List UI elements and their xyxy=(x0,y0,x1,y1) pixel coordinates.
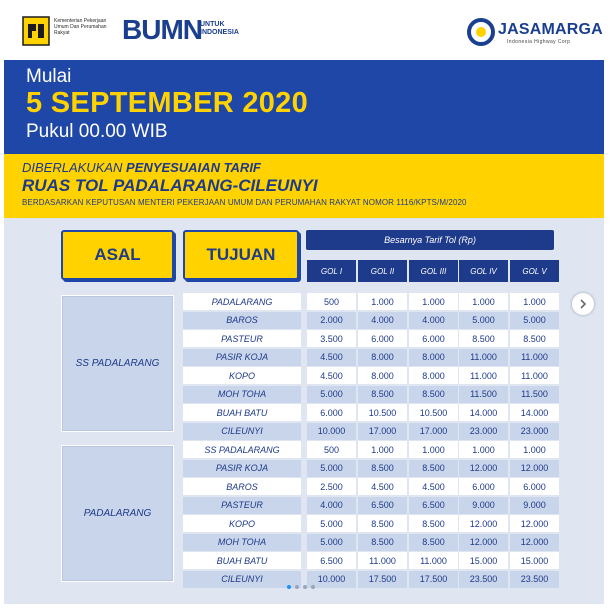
table-cell-gol-4: 1.000 xyxy=(459,293,508,310)
post-image xyxy=(4,4,604,604)
effective-time: Pukul 00.00 WIB xyxy=(26,121,168,142)
chevron-right-icon xyxy=(579,299,587,309)
jasamarga-logo-icon xyxy=(467,18,495,46)
table-cell-gol-4: 11.500 xyxy=(459,386,508,403)
table-cell-gol-5: 15.000 xyxy=(510,552,559,569)
table-cell-gol-3: 4.500 xyxy=(409,478,458,495)
table-cell-gol-2: 8.000 xyxy=(358,349,407,366)
table-cell-gol-4: 9.000 xyxy=(459,497,508,514)
table-cell-gol-3: 1.000 xyxy=(409,441,458,458)
gol-header-1: GOL I xyxy=(307,260,356,282)
table-cell-gol-2: 1.000 xyxy=(358,441,407,458)
table-cell-gol-3: 8.000 xyxy=(409,367,458,384)
table-row-destination: CILEUNYI xyxy=(183,571,301,588)
table-cell-gol-2: 8.500 xyxy=(358,386,407,403)
table-cell-gol-3: 1.000 xyxy=(409,293,458,310)
mulai-text: Mulai xyxy=(26,66,72,87)
table-cell-gol-5: 12.000 xyxy=(510,534,559,551)
table-cell-gol-2: 8.500 xyxy=(358,534,407,551)
table-cell-gol-2: 4.000 xyxy=(358,312,407,329)
table-cell-gol-4: 23.500 xyxy=(459,571,508,588)
table-cell-gol-5: 12.000 xyxy=(510,460,559,477)
table-cell-gol-4: 11.000 xyxy=(459,367,508,384)
table-cell-gol-3: 8.500 xyxy=(409,515,458,532)
table-cell-gol-1: 3.500 xyxy=(307,330,356,347)
table-cell-gol-2: 8.500 xyxy=(358,460,407,477)
gol-header-3: GOL III xyxy=(409,260,458,282)
origin-padalarang: PADALARANG xyxy=(61,445,174,582)
carousel-dot[interactable] xyxy=(303,585,307,589)
table-row-destination: MOH TOHA xyxy=(183,534,301,551)
table-row-destination: PASIR KOJA xyxy=(183,349,301,366)
bumn-sub-1: UNTUK xyxy=(200,21,225,28)
jasamarga-name: JASAMARGA xyxy=(498,21,603,38)
gol-header-2: GOL II xyxy=(358,260,407,282)
table-cell-gol-2: 6.000 xyxy=(358,330,407,347)
table-row-destination: CILEUNYI xyxy=(183,423,301,440)
table-cell-gol-2: 4.500 xyxy=(358,478,407,495)
notice-line-3: BERDASARKAN KEPUTUSAN MENTERI PEKERJAAN UMUM DAN PERUMAHAN RAKYAT NOMOR 1116/KPTS/M/2020 xyxy=(22,198,467,207)
table-cell-gol-2: 17.500 xyxy=(358,571,407,588)
table-row-destination: PASIR KOJA xyxy=(183,460,301,477)
tarif-header: Besarnya Tarif Tol (Rp) xyxy=(306,230,554,250)
table-cell-gol-2: 11.000 xyxy=(358,552,407,569)
table-cell-gol-3: 8.000 xyxy=(409,349,458,366)
jasamarga-tag: Indonesia Highway Corp xyxy=(507,39,571,45)
table-cell-gol-3: 8.500 xyxy=(409,386,458,403)
effective-date: 5 SEPTEMBER 2020 xyxy=(26,87,309,119)
table-cell-gol-2: 6.500 xyxy=(358,497,407,514)
table-row-destination: KOPO xyxy=(183,515,301,532)
table-cell-gol-5: 12.000 xyxy=(510,515,559,532)
asal-header: ASAL xyxy=(61,230,174,280)
table-cell-gol-3: 17.500 xyxy=(409,571,458,588)
gol-header-5: GOL V xyxy=(510,260,559,282)
origin-ss-padalarang: SS PADALARANG xyxy=(61,295,174,432)
table-cell-gol-2: 8.500 xyxy=(358,515,407,532)
bumn-logo xyxy=(122,14,202,46)
table-cell-gol-2: 1.000 xyxy=(358,293,407,310)
table-cell-gol-1: 6.500 xyxy=(307,552,356,569)
table-cell-gol-4: 23.000 xyxy=(459,423,508,440)
table-row-destination: BUAH BATU xyxy=(183,552,301,569)
carousel-dots xyxy=(287,585,315,589)
table-cell-gol-1: 4.000 xyxy=(307,497,356,514)
notice-bold: PENYESUAIAN TARIF xyxy=(126,160,261,175)
table-cell-gol-3: 6.000 xyxy=(409,330,458,347)
table-cell-gol-3: 8.500 xyxy=(409,534,458,551)
table-cell-gol-5: 14.000 xyxy=(510,404,559,421)
table-cell-gol-3: 17.000 xyxy=(409,423,458,440)
tujuan-header: TUJUAN xyxy=(183,230,299,280)
carousel-dot[interactable] xyxy=(287,585,291,589)
table-cell-gol-5: 11.000 xyxy=(510,349,559,366)
table-cell-gol-1: 500 xyxy=(307,441,356,458)
table-cell-gol-1: 5.000 xyxy=(307,386,356,403)
table-cell-gol-5: 1.000 xyxy=(510,293,559,310)
table-cell-gol-4: 14.000 xyxy=(459,404,508,421)
table-cell-gol-1: 5.000 xyxy=(307,534,356,551)
table-cell-gol-5: 11.500 xyxy=(510,386,559,403)
table-cell-gol-4: 8.500 xyxy=(459,330,508,347)
table-cell-gol-1: 5.000 xyxy=(307,460,356,477)
bumn-text: BUMN xyxy=(122,14,202,45)
gol-header-4: GOL IV xyxy=(459,260,508,282)
pupr-logo-icon xyxy=(22,16,50,46)
table-cell-gol-5: 23.500 xyxy=(510,571,559,588)
bumn-sub xyxy=(200,21,239,37)
table-cell-gol-3: 8.500 xyxy=(409,460,458,477)
table-row-destination: BAROS xyxy=(183,312,301,329)
table-cell-gol-4: 11.000 xyxy=(459,349,508,366)
table-cell-gol-4: 5.000 xyxy=(459,312,508,329)
carousel-dot[interactable] xyxy=(295,585,299,589)
table-cell-gol-5: 9.000 xyxy=(510,497,559,514)
table-row-destination: PADALARANG xyxy=(183,293,301,310)
table-row-destination: BUAH BATU xyxy=(183,404,301,421)
table-cell-gol-1: 10.000 xyxy=(307,571,356,588)
table-cell-gol-1: 5.000 xyxy=(307,515,356,532)
table-cell-gol-5: 5.000 xyxy=(510,312,559,329)
table-cell-gol-2: 10.500 xyxy=(358,404,407,421)
table-row-destination: PASTEUR xyxy=(183,497,301,514)
table-cell-gol-2: 8.000 xyxy=(358,367,407,384)
notice-prefix: DIBERLAKUKAN xyxy=(22,160,127,175)
table-cell-gol-1: 10.000 xyxy=(307,423,356,440)
table-cell-gol-3: 4.000 xyxy=(409,312,458,329)
next-slide-button[interactable] xyxy=(572,293,594,315)
table-cell-gol-3: 6.500 xyxy=(409,497,458,514)
table-cell-gol-1: 6.000 xyxy=(307,404,356,421)
table-row-destination: KOPO xyxy=(183,367,301,384)
logo-bar xyxy=(4,4,604,60)
table-cell-gol-4: 12.000 xyxy=(459,534,508,551)
table-row-destination: PASTEUR xyxy=(183,330,301,347)
table-cell-gol-5: 11.000 xyxy=(510,367,559,384)
notice-band xyxy=(4,154,604,218)
table-cell-gol-5: 6.000 xyxy=(510,478,559,495)
table-cell-gol-1: 2.000 xyxy=(307,312,356,329)
table-cell-gol-1: 500 xyxy=(307,293,356,310)
table-cell-gol-4: 1.000 xyxy=(459,441,508,458)
carousel-dot[interactable] xyxy=(311,585,315,589)
table-cell-gol-3: 11.000 xyxy=(409,552,458,569)
notice-line-1 xyxy=(22,160,261,175)
table-row-destination: BAROS xyxy=(183,478,301,495)
table-cell-gol-5: 8.500 xyxy=(510,330,559,347)
notice-line-2: RUAS TOL PADALARANG-CILEUNYI xyxy=(22,176,318,195)
table-cell-gol-2: 17.000 xyxy=(358,423,407,440)
table-cell-gol-5: 1.000 xyxy=(510,441,559,458)
table-cell-gol-4: 12.000 xyxy=(459,515,508,532)
table-cell-gol-3: 10.500 xyxy=(409,404,458,421)
bumn-sub-2: INDONESIA xyxy=(200,29,239,36)
date-banner xyxy=(4,60,604,154)
table-cell-gol-4: 6.000 xyxy=(459,478,508,495)
table-cell-gol-5: 23.000 xyxy=(510,423,559,440)
table-cell-gol-1: 4.500 xyxy=(307,367,356,384)
table-cell-gol-1: 4.500 xyxy=(307,349,356,366)
table-cell-gol-1: 2.500 xyxy=(307,478,356,495)
table-row-destination: MOH TOHA xyxy=(183,386,301,403)
table-cell-gol-4: 12.000 xyxy=(459,460,508,477)
pupr-text: Kementerian Pekerjaan Umum Dan Perumahan Rakyat xyxy=(54,18,107,36)
table-row-destination: SS PADALARANG xyxy=(183,441,301,458)
table-cell-gol-4: 15.000 xyxy=(459,552,508,569)
